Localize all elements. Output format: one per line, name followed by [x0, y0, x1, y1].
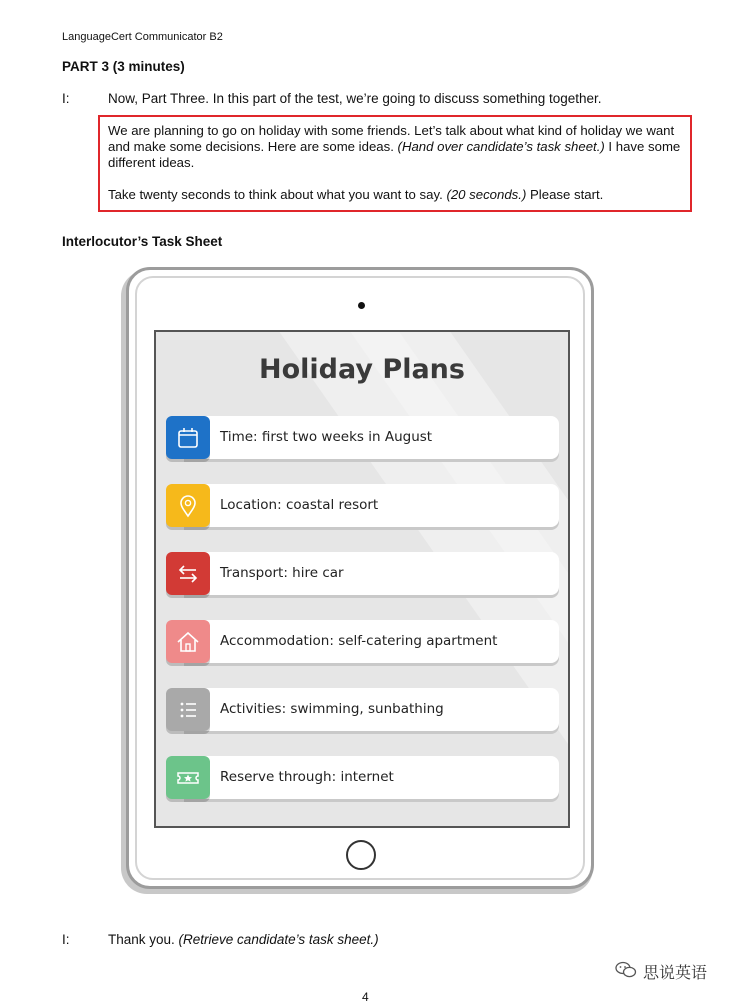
highlighted-instructions-box — [98, 115, 692, 212]
tablet-screen — [154, 330, 570, 828]
wechat-icon — [615, 961, 637, 983]
arrows-exchange-icon — [166, 552, 210, 595]
list-item — [166, 756, 559, 802]
list-item — [166, 620, 559, 666]
speaker-label: I: — [62, 932, 70, 947]
list-item — [166, 484, 559, 530]
item-label-reserve: Reserve through: internet — [220, 769, 394, 785]
part-title: PART 3 (3 minutes) — [62, 59, 185, 74]
item-label-accommodation: Accommodation: self-catering apartment — [220, 633, 498, 649]
house-icon — [166, 620, 210, 663]
list-item — [166, 688, 559, 734]
list-icon — [166, 688, 210, 731]
location-pin-icon — [166, 484, 210, 527]
speaker-label: I: — [62, 91, 70, 106]
calendar-icon — [166, 416, 210, 459]
page-number: 4 — [362, 990, 369, 1004]
watermark — [615, 960, 707, 983]
task-sheet-title: Interlocutor’s Task Sheet — [62, 234, 223, 249]
watermark-text: 思说英语 — [643, 963, 708, 982]
item-label-activities: Activities: swimming, sunbathing — [220, 701, 444, 717]
item-label-location: Location: coastal resort — [220, 497, 379, 513]
tablet-camera — [358, 302, 365, 309]
document-header: LanguageCert Communicator B2 — [62, 31, 223, 43]
tablet-home-button — [346, 840, 376, 870]
item-label-time: Time: first two weeks in August — [220, 429, 433, 445]
list-item — [166, 416, 559, 462]
instruction-paragraph-1: We are planning to go on holiday with some friends. Let’s talk about what kind of holiday we want and make some decisions. Here are some ideas. (Hand over candidate’s task sheet.) I have some different ideas. — [108, 123, 681, 170]
list-item — [166, 552, 559, 598]
intro-line: Now, Part Three. In this part of the test, we’re going to discuss something together. — [108, 91, 602, 106]
ticket-icon — [166, 756, 210, 799]
instruction-paragraph-2: Take twenty seconds to think about what you want to say. (20 seconds.) Please start. — [108, 187, 604, 202]
item-label-transport: Transport: hire car — [220, 565, 344, 581]
closing-line: Thank you. (Retrieve candidate’s task sheet.) — [108, 932, 379, 947]
screen-title: Holiday Plans — [259, 354, 465, 385]
